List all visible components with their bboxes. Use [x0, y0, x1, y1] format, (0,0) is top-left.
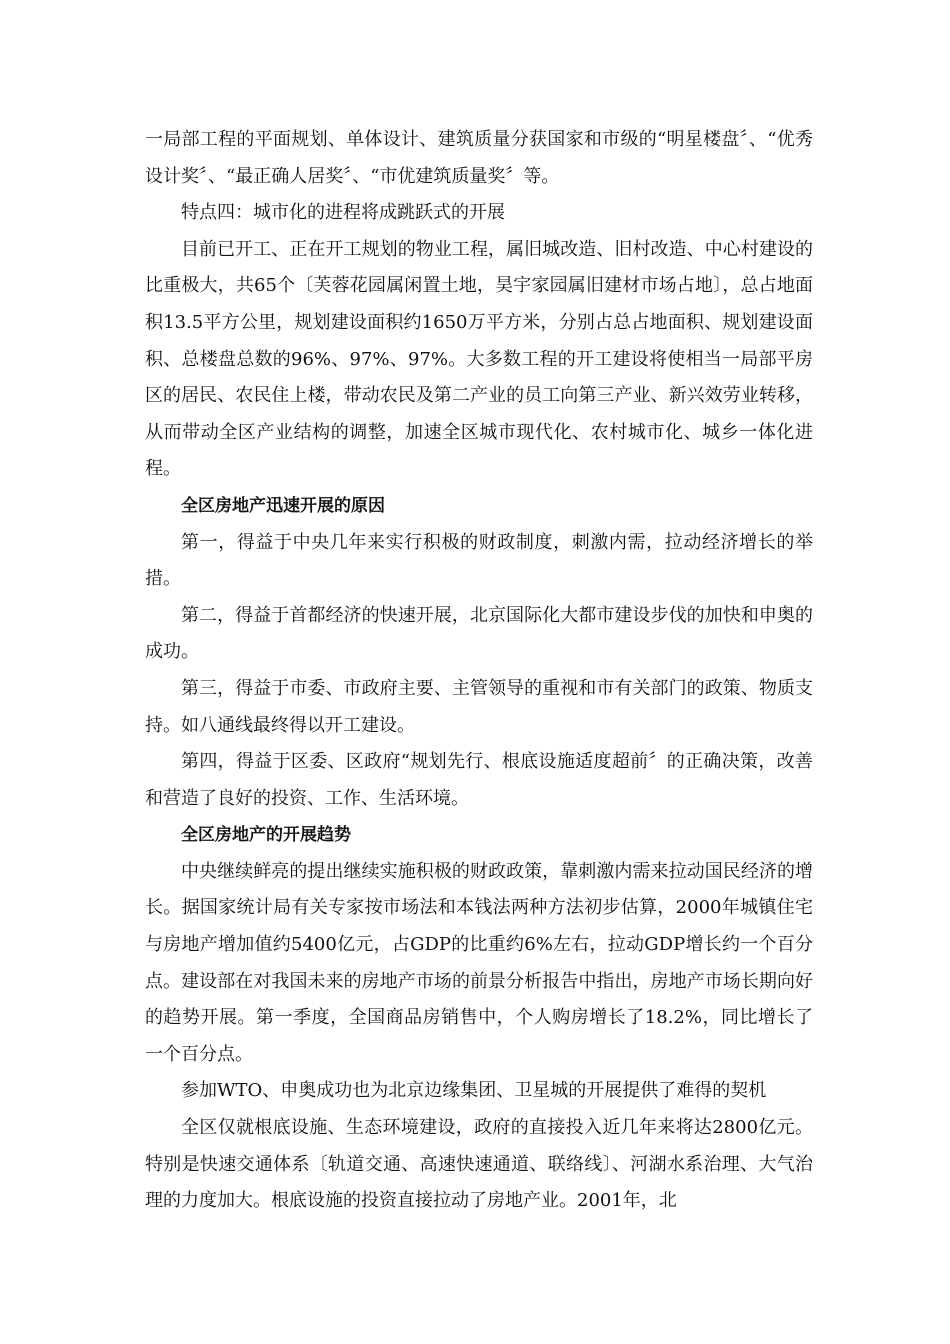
- section-heading-trends: 全区房地产的开展趋势: [181, 825, 351, 846]
- paragraph-wto-olympics: 参加WTO、申奥成功也为北京边缘集团、卫星城的开展提供了难得的契机: [181, 1080, 767, 1102]
- paragraph-reason-three: 第三，得益于市委、市政府主要、主管领导的重视和市有关部门的政策、物质支持。如八通线最终得以开工建设。: [145, 677, 813, 736]
- paragraph-fiscal-policy: 中央继续鲜亮的提出继续实施积极的财政政策，靠刺激内需来拉动国民经济的增长。据国家统计局有关专家按市场法和本钱法两种方法初步估算，2000年城镇住宅与房地产增加值约5400亿元，占GDP的比重约6%左右，拉动GDP增长约一个百分点。建设部在对我国未来的房地产市场的前景分析报告中指出，房地产市场长期向好的趋势开展。第一季度，全国商品房销售中，个人购房增长了18.2%，同比增长了一个百分点。: [145, 860, 813, 1065]
- paragraph-urbanization: 目前已开工、正在开工规划的物业工程，属旧城改造、旧村改造、中心村建设的比重极大，共65个〔芙蓉花园属闲置土地，昊宇家园属旧建材市场占地〕，总占地面积13.5平方公里，规划建设面积约1650万平方米，分别占总占地面积、规划建设面积、总楼盘总数的96%、97%、97%。大多数工程的开工建设将使相当一局部平房区的居民、农民住上楼，带动农民及第二产业的员工向第三产业、新兴效劳业转移，从而带动全区产业结构的调整，加速全区城市现代化、农村城市化、城乡一体化进程。: [145, 238, 813, 480]
- paragraph-feature-four-title: 特点四：城市化的进程将成跳跃式的开展: [181, 202, 505, 224]
- paragraph-reason-two: 第二，得益于首都经济的快速开展，北京国际化大都市建设步伐的加快和申奥的成功。: [145, 604, 813, 663]
- document-body: [145, 122, 813, 1220]
- paragraph-awards: 一局部工程的平面规划、单体设计、建筑质量分获国家和市级的“明星楼盘〞、“优秀设计奖〞、“最正确人居奖〞、“市优建筑质量奖〞等。: [145, 129, 813, 187]
- paragraph-infrastructure: 全区仅就根底设施、生态环境建设，政府的直接投入近几年来将达2800亿元。特别是快速交通体系〔轨道交通、高速快速通道、联络线〕、河湖水系治理、大气治理的力度加大。根底设施的投资直接拉动了房地产业。2001年，北: [145, 1117, 813, 1212]
- paragraph-reason-one: 第一，得益于中央几年来实行积极的财政制度，刺激内需，拉动经济增长的举措。: [145, 531, 813, 590]
- paragraph-reason-four: 第四，得益于区委、区政府“规划先行、根底设施适度超前〞的正确决策，改善和营造了良好的投资、工作、生活环境。: [145, 751, 813, 809]
- section-heading-reasons: 全区房地产迅速开展的原因: [181, 495, 385, 516]
